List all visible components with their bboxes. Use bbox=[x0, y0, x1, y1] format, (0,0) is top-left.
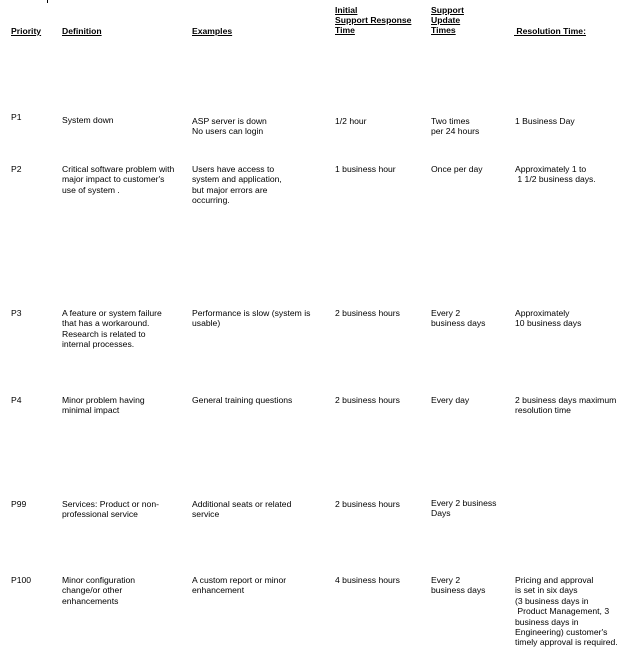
row-p2-initial: 1 business hour bbox=[335, 164, 396, 174]
row-p2-examples: Users have access to system and application, but major errors are occurring. bbox=[192, 164, 282, 206]
row-p4-resolution: 2 business days maximum resolution time bbox=[515, 395, 617, 416]
row-p99-initial: 2 business hours bbox=[335, 499, 400, 509]
row-p4-priority: P4 bbox=[11, 395, 22, 405]
header-initial-response: Initial Support Response Time bbox=[335, 5, 412, 35]
row-p2-definition: Critical software problem with major impact to customer's use of system . bbox=[62, 164, 175, 195]
row-p2-priority: P2 bbox=[11, 164, 22, 174]
row-p3-definition: A feature or system failure that has a workaround. Research is related to internal processes. bbox=[62, 308, 162, 350]
row-p1-priority: P1 bbox=[11, 112, 22, 122]
row-p1-initial: 1/2 hour bbox=[335, 116, 367, 126]
header-examples: Examples bbox=[192, 26, 233, 36]
row-p100-definition: Minor configuration change/or other enhancements bbox=[62, 575, 136, 606]
row-p100-priority: P100 bbox=[11, 575, 32, 585]
row-p1-update: Two times per 24 hours bbox=[431, 116, 480, 137]
row-p4-examples: General training questions bbox=[192, 395, 293, 405]
row-p100-update: Every 2 business days bbox=[431, 575, 486, 596]
row-p99-definition: Services: Product or non- professional service bbox=[62, 499, 159, 520]
row-p4-initial: 2 business hours bbox=[335, 395, 400, 405]
row-p100-examples: A custom report or minor enhancement bbox=[192, 575, 287, 596]
header-update-times: Support Update Times bbox=[431, 5, 464, 35]
row-p3-priority: P3 bbox=[11, 308, 22, 318]
header-resolution-time: Resolution Time: bbox=[514, 26, 586, 36]
row-p4-definition: Minor problem having minimal impact bbox=[62, 395, 145, 416]
row-p100-resolution: Pricing and approval is set in six days (3 business days in Product Management, 3 business days in Engineering) customer's timely approval is required. bbox=[515, 575, 618, 648]
row-p1-resolution: 1 Business Day bbox=[515, 116, 575, 126]
top-border-tick bbox=[47, 0, 48, 3]
row-p99-examples: Additional seats or related service bbox=[192, 499, 292, 520]
header-definition: Definition bbox=[62, 26, 102, 36]
row-p4-update: Every day bbox=[431, 395, 470, 405]
row-p3-resolution: Approximately 10 business days bbox=[515, 308, 582, 329]
row-p1-definition: System down bbox=[62, 115, 114, 125]
row-p3-examples: Performance is slow (system is usable) bbox=[192, 308, 311, 329]
row-p99-update: Every 2 business Days bbox=[431, 498, 497, 519]
row-p2-update: Once per day bbox=[431, 164, 483, 174]
row-p3-initial: 2 business hours bbox=[335, 308, 400, 318]
row-p3-update: Every 2 business days bbox=[431, 308, 486, 329]
row-p2-resolution: Approximately 1 to 1 1/2 business days. bbox=[515, 164, 596, 185]
row-p100-initial: 4 business hours bbox=[335, 575, 400, 585]
row-p99-priority: P99 bbox=[11, 499, 27, 509]
row-p1-examples: ASP server is down No users can login bbox=[192, 116, 267, 137]
header-priority: Priority bbox=[11, 26, 42, 36]
